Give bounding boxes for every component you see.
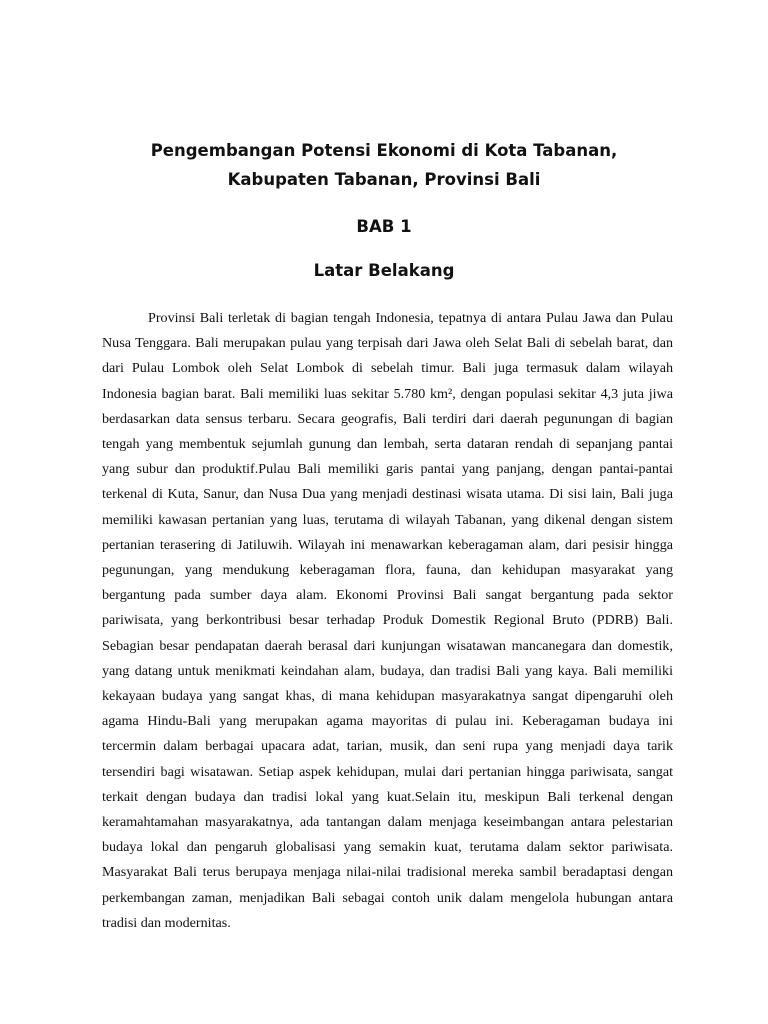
document-title-line-2: Kabupaten Tabanan, Provinsi Bali: [227, 170, 541, 189]
chapter-heading: BAB 1: [356, 217, 412, 236]
document-title-line-1: Pengembangan Potensi Ekonomi di Kota Tabanan,: [150, 141, 618, 160]
section-heading: Latar Belakang: [313, 261, 455, 280]
body-paragraph: Provinsi Bali terletak di bagian tengah Indonesia, tepatnya di antara Pulau Jawa dan Pulau Nusa Tenggara. Bali merupakan pulau yang terpisah dari Jawa oleh Selat Bali di sebelah barat, dan dari Pulau Lombok oleh Selat Lombok di sebelah timur. Bali juga termasuk dalam wilayah Indonesia bagian barat. Bali memiliki luas sekitar 5.780 km², dengan populasi sekitar 4,3 juta jiwa berdasarkan data sensus terbaru. Secara geografis, Bali terdiri dari daerah pegunungan di bagian tengah yang membentuk sejumlah gunung dan lembah, serta dataran rendah di sepanjang pantai yang subur dan produktif.Pulau Bali memiliki garis pantai yang panjang, dengan pantai-pantai terkenal di Kuta, Sanur, dan Nusa Dua yang menjadi destinasi wisata utama. Di sisi lain, Bali juga memiliki kawasan pertanian yang luas, terutama di wilayah Tabanan, yang dikenal dengan sistem pertanian terasering di Jatiluwih. Wilayah ini menawarkan keberagaman alam, dari pesisir hingga pegunungan, yang mendukung keberagaman flora, fauna, dan kehidupan masyarakat yang bergantung pada sumber daya alam. Ekonomi Provinsi Bali sangat bergantung pada sektor pariwisata, yang berkontribusi besar terhadap Produk Domestik Regional Bruto (PDRB) Bali. Sebagian besar pendapatan daerah berasal dari kunjungan wisatawan mancanegara dan domestik, yang datang untuk menikmati keindahan alam, budaya, dan tradisi Bali yang kaya. Bali memiliki kekayaan budaya yang sangat khas, di mana kehidupan masyarakatnya sangat dipengaruhi oleh agama Hindu-Bali yang merupakan agama mayoritas di pulau ini. Keberagaman budaya ini tercermin dalam berbagai upacara adat, tarian, musik, dan seni rupa yang menjadi daya tarik tersendiri bagi wisatawan. Setiap aspek kehidupan, mulai dari pertanian hingga pariwisata, sangat terkait dengan budaya dan tradisi lokal yang kuat.Selain itu, meskipun Bali terkenal dengan keramahtamahan masyarakatnya, ada tantangan dalam menjaga keseimbangan antara pelestarian budaya lokal dan pengaruh globalisasi yang semakin kuat, terutama dalam sektor pariwisata. Masyarakat Bali terus berupaya menjaga nilai-nilai tradisional mereka sambil beradaptasi dengan perkembangan zaman, menjadikan Bali sebagai contoh unik dalam mengelola hubungan antara tradisi dan modernitas.: [102, 310, 673, 931]
